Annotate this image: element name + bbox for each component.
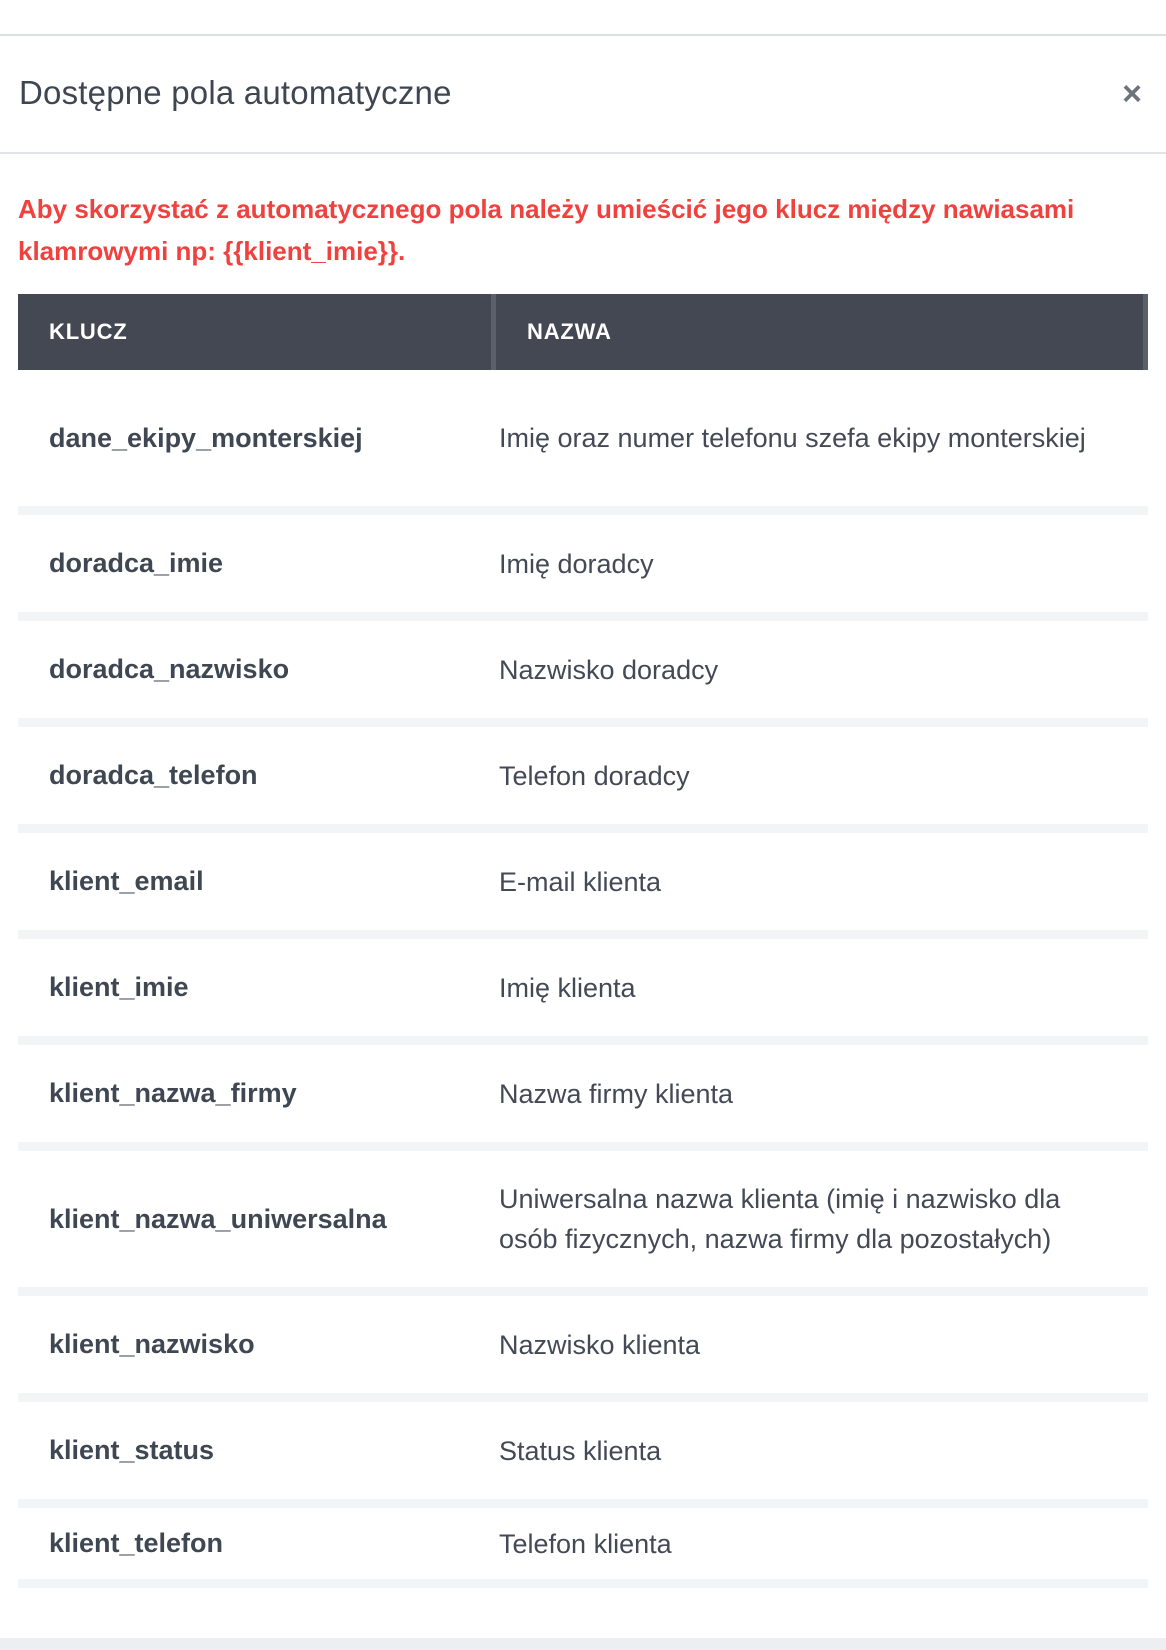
field-name: Nazwisko klienta [499,1329,701,1360]
field-key: klient_nazwisko [49,1329,255,1359]
table-row [18,370,1148,515]
table-header [18,294,1148,370]
field-key: dane_ekipy_monterskiej [49,422,363,453]
field-key: klient_status [49,1435,215,1465]
column-header-name: NAZWA [527,319,612,344]
field-key: klient_nazwa_firmy [49,1078,297,1108]
field-key: klient_telefon [49,1528,224,1558]
table-row [18,1508,1148,1588]
modal-title: Dostępne pola automatyczne [19,74,452,111]
field-key: klient_imie [49,972,189,1002]
modal-bottom-edge [0,1638,1166,1650]
field-name: Nazwa firmy klienta [499,1078,734,1109]
table-row [18,621,1148,727]
field-name: Imię doradcy [499,548,654,579]
field-key: klient_email [49,866,204,896]
modal-header [0,36,1166,154]
table-row [18,1296,1148,1402]
field-key: klient_nazwa_uniwersalna [49,1203,387,1234]
table-row [18,515,1148,621]
field-name: Telefon doradcy [499,760,690,791]
column-header-key: KLUCZ [18,294,496,370]
table-body [18,370,1148,1588]
table-row [18,727,1148,833]
field-key: doradca_nazwisko [49,654,290,684]
field-name: Status klienta [499,1435,662,1466]
field-name: Imię klienta [499,972,636,1003]
field-name: Imię oraz numer telefonu szefa ekipy monterskiej [499,423,1086,453]
table-row [18,939,1148,1045]
fields-table [18,294,1148,1588]
field-name: Uniwersalna nazwa klienta (imię i nazwisko dla osób fizycznych, nazwa firmy dla pozostałych) [499,1184,1061,1254]
usage-notice: Aby skorzystać z automatycznego pola należy umieścić jego klucz między nawiasami klamrowymi np: {{klient_imie}}. [18,194,1075,266]
table-row [18,1045,1148,1151]
table-row [18,1402,1148,1508]
field-key: doradca_telefon [49,760,258,790]
field-key: doradca_imie [49,548,224,578]
close-icon[interactable]: × [1122,75,1142,113]
table-row [18,833,1148,939]
field-name: Nazwisko doradcy [499,654,719,685]
field-name: E-mail klienta [499,866,662,897]
field-name: Telefon klienta [499,1528,672,1559]
table-row [18,1151,1148,1296]
